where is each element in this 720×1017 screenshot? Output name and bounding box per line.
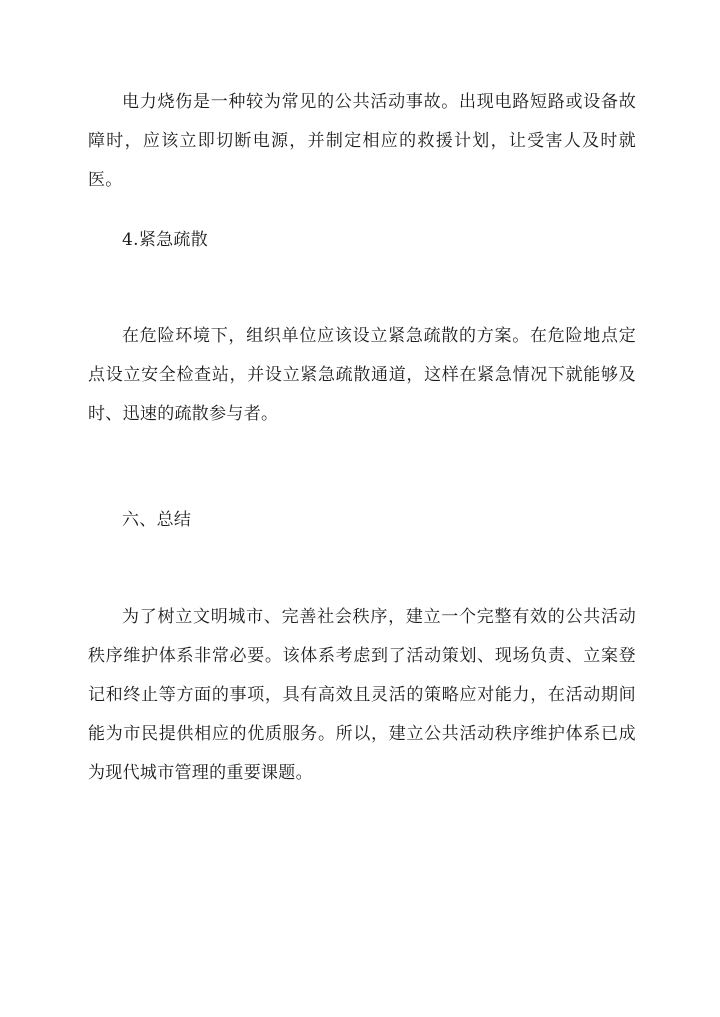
- paragraph-electric-burn: 电力烧伤是一种较为常见的公共活动事故。出现电路短路或设备故障时，应该立即切断电源，并制定相应的救援计划，让受害人及时就医。: [88, 92, 636, 190]
- paragraph-evacuation: 在危险环境下，组织单位应该设立紧急疏散的方案。在危险地点定点设立安全检查站，并设立紧急疏散通道，这样在紧急情况下就能够及时、迅速的疏散参与者。: [88, 326, 636, 424]
- section-heading-emergency-evacuation: 4.紧急疏散: [122, 230, 209, 250]
- section-heading-summary: 六、总结: [122, 510, 192, 530]
- paragraph-summary: 为了树立文明城市、完善社会秩序，建立一个完整有效的公共活动秩序维护体系非常必要。该体系考虑到了活动策划、现场负责、立案登记和终止等方面的事项，具有高效且灵活的策略应对能力，在活动期间能为市民提供相应的优质服务。所以，建立公共活动秩序维护体系已成为现代城市管理的重要课题。: [88, 607, 636, 783]
